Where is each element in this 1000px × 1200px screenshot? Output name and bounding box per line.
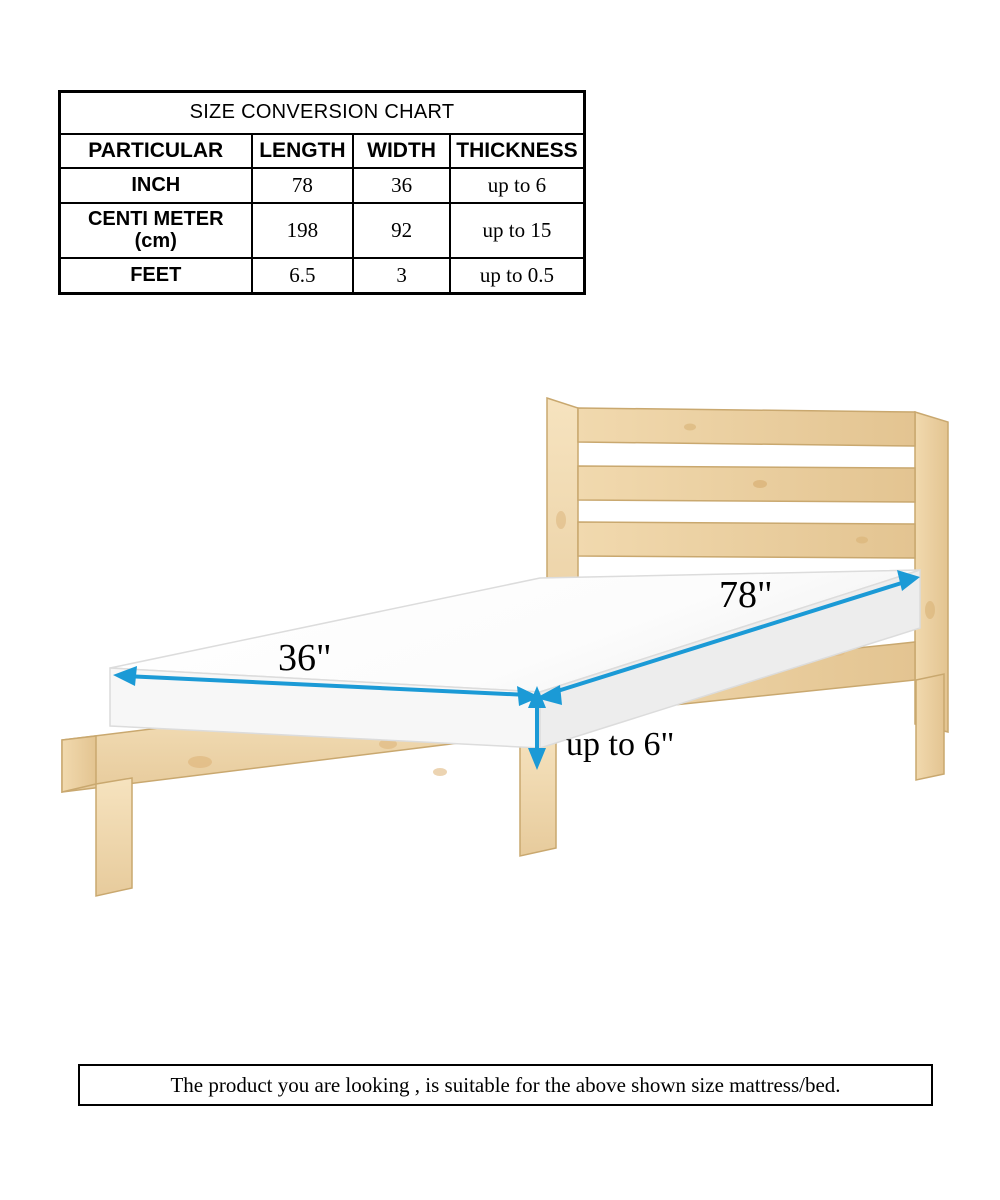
row-label-centimeter <box>61 203 252 258</box>
footer-note <box>78 1064 933 1106</box>
row-label-centimeter-line1: CENTI METER <box>87 208 224 230</box>
column-header-thickness: THICKNESS <box>450 134 583 168</box>
row-label-inch: INCH <box>61 168 252 203</box>
dimension-label-width: 36" <box>278 637 332 679</box>
dimension-label-length: 78" <box>719 574 773 616</box>
cell-cm-thickness: up to 15 <box>450 203 583 258</box>
cell-feet-thickness: up to 0.5 <box>450 258 583 292</box>
column-header-particular: PARTICULAR <box>61 134 252 168</box>
cell-inch-length: 78 <box>252 168 354 203</box>
table-row <box>61 258 583 292</box>
bed-illustration <box>0 380 1000 970</box>
cell-inch-thickness: up to 6 <box>450 168 583 203</box>
mattress <box>110 570 920 748</box>
table-header-row <box>61 134 583 168</box>
cell-feet-width: 3 <box>353 258 450 292</box>
column-header-width: WIDTH <box>353 134 450 168</box>
table-row <box>61 203 583 258</box>
size-conversion-chart <box>58 90 586 295</box>
cell-cm-width: 92 <box>353 203 450 258</box>
row-label-centimeter-line2: (cm) <box>134 230 177 253</box>
dimension-label-thickness: up to 6" <box>566 726 675 763</box>
size-conversion-table <box>61 93 583 292</box>
chart-title: SIZE CONVERSION CHART <box>61 93 583 134</box>
table-row <box>61 168 583 203</box>
cell-inch-width: 36 <box>353 168 450 203</box>
row-label-feet: FEET <box>61 258 252 292</box>
footer-note-text: The product you are looking , is suitable for the above shown size mattress/bed. <box>170 1072 841 1097</box>
cell-feet-length: 6.5 <box>252 258 354 292</box>
table-title-row <box>61 93 583 134</box>
cell-cm-length: 198 <box>252 203 354 258</box>
column-header-length: LENGTH <box>252 134 354 168</box>
